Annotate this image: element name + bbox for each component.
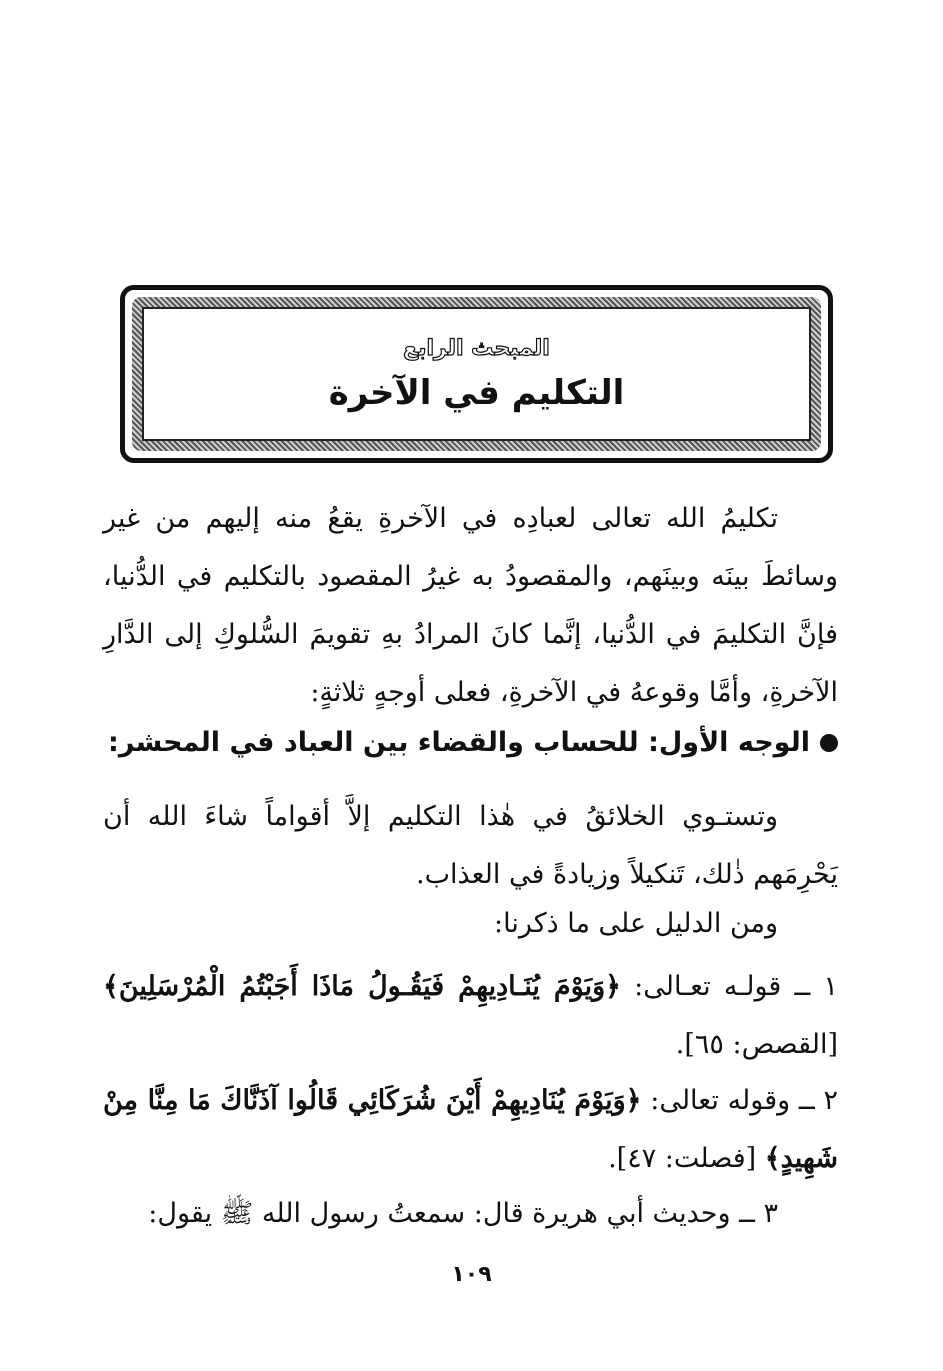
item2-verse: ﴿وَيَوْمَ يُنَادِيهِمْ أَيْنَ شُرَكَائِي قَالُوا آذَنَّاكَ مَا مِنَّا مِنْ شَهِيدٍ﴾: [103, 1085, 838, 1174]
page-number: ١٠٩: [451, 1262, 492, 1287]
item1-verse: ﴿وَيَوْمَ يُنَـادِيهِمْ فَيَقُـولُ مَاذَا أَجَبْتُمُ الْمُرْسَلِينَ﴾: [103, 971, 621, 1002]
frame-pattern: [132, 297, 821, 451]
item2-reference: [فصلت: ٤٧].: [608, 1143, 765, 1174]
intro-paragraph: تكليمُ الله تعالى لعبادِه في الآخرةِ يقعُ منه إليهم من غير وسائطَ بينَه وبينَهم، والمقصودُ به غيرُ المقصود بالتكليم في الدُّنيا، فإنَّ التكليمَ في الدُّنيا، إنَّما كانَ المرادُ بهِ تقويمَ السُّلوكِ إلى الدَّارِ الآخرةِ، وأمَّا وقوعهُ في الآخرةِ، فعلى أوجهٍ ثلاثةٍ:: [103, 503, 838, 708]
chapter-title-frame: [120, 285, 833, 463]
paragraph-evidence-intro: ومن الدليل على ما ذكرنا:: [494, 908, 778, 939]
bullet-icon: [820, 734, 838, 752]
section-label: المبحث الرابع: [403, 335, 550, 361]
item1-prefix: ١ ــ قولـه تعـالى:: [620, 971, 839, 1002]
evidence-item-3: ٣ ــ وحديث أبي هريرة قال: سمعتُ رسول الله ﷺ يقول:: [148, 1198, 778, 1229]
paragraph-creatures: وتستـوي الخلائقُ في هٰذا التكليم إلاَّ أقواماً شاءَ الله أن يَحْرِمَهم ذٰلك، تَنكيلاً وزيادةً في العذاب.: [103, 801, 838, 890]
aspect-heading-text: الوجه الأول: للحساب والقضاء بين العباد في المحشر:: [108, 727, 810, 758]
evidence-item-1: [103, 958, 838, 1074]
aspect-heading: [103, 718, 838, 768]
item2-prefix: ٢ ــ وقوله تعالى:: [641, 1085, 839, 1116]
frame-content: [142, 307, 811, 441]
evidence-item-2: [103, 1072, 838, 1188]
section-title: التكليم في الآخرة: [328, 372, 625, 413]
item1-reference: [القصص: ٦٥].: [675, 1029, 838, 1060]
